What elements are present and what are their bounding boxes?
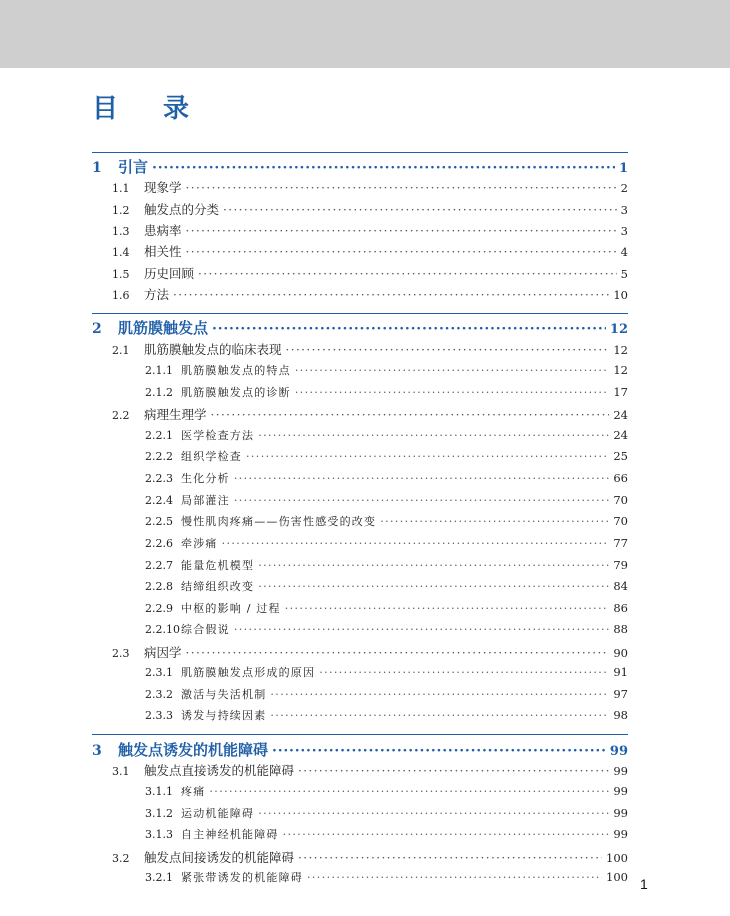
toc-subsection-2-2-8[interactable] bbox=[145, 578, 628, 594]
subsection-label: 医学检查方法 bbox=[181, 429, 255, 442]
chapter-number: 2 bbox=[92, 321, 102, 337]
toc-chapter-2[interactable] bbox=[92, 317, 628, 338]
toc-subsection-3-2-1[interactable] bbox=[145, 869, 628, 885]
toc-section-1-6[interactable] bbox=[112, 285, 628, 303]
page-ref: 12 bbox=[609, 322, 628, 337]
page-ref: 100 bbox=[606, 870, 628, 884]
section-number: 3.2 bbox=[112, 852, 130, 865]
page-ref: 98 bbox=[613, 708, 628, 722]
subsection-number: 2.3.2 bbox=[145, 688, 173, 701]
dot-leader bbox=[295, 386, 610, 399]
subsection-number: 2.2.6 bbox=[145, 537, 173, 550]
subsection-label: 牵涉痛 bbox=[181, 537, 218, 550]
subsection-label: 肌筋膜触发点的特点 bbox=[181, 364, 291, 377]
toc-subsection-2-1-1[interactable] bbox=[145, 362, 628, 378]
dot-leader bbox=[270, 688, 609, 701]
subsection-number: 2.3.3 bbox=[145, 709, 173, 722]
subsection-number: 2.2.8 bbox=[145, 580, 173, 593]
subsection-number: 3.1.3 bbox=[145, 828, 173, 841]
dot-leader bbox=[212, 321, 606, 337]
subsection-number: 2.2.9 bbox=[145, 602, 173, 615]
subsection-label: 生化分析 bbox=[181, 472, 230, 485]
toc-chapter-3[interactable] bbox=[92, 739, 628, 760]
subsection-number: 2.1.1 bbox=[145, 364, 173, 377]
toc-subsection-2-2-9[interactable] bbox=[145, 600, 628, 616]
dot-leader bbox=[234, 472, 610, 485]
section-label: 触发点直接诱发的机能障碍 bbox=[144, 763, 295, 778]
toc-subsection-3-1-3[interactable] bbox=[145, 826, 628, 842]
subsection-number: 2.1.2 bbox=[145, 386, 173, 399]
page-ref: 86 bbox=[613, 601, 628, 615]
chapter-rule bbox=[92, 734, 628, 735]
page-ref: 66 bbox=[613, 471, 628, 485]
dot-leader bbox=[173, 288, 609, 302]
subsection-label: 局部灌注 bbox=[181, 494, 230, 507]
page-ref: 99 bbox=[613, 764, 628, 778]
dot-leader bbox=[298, 851, 602, 865]
dot-leader bbox=[186, 181, 617, 195]
dot-leader bbox=[283, 828, 610, 841]
chapter-label: 触发点诱发的机能障碍 bbox=[118, 741, 269, 759]
section-number: 1.4 bbox=[112, 246, 130, 259]
subsection-number: 2.2.5 bbox=[145, 515, 173, 528]
page-ref: 88 bbox=[613, 622, 628, 636]
dot-leader bbox=[211, 408, 610, 422]
page-ref: 99 bbox=[613, 784, 628, 798]
dot-leader bbox=[234, 494, 610, 507]
subsection-label: 中枢的影响 / 过程 bbox=[181, 602, 281, 615]
dot-leader bbox=[307, 871, 602, 884]
section-number: 2.1 bbox=[112, 344, 130, 357]
subsection-number: 2.2.2 bbox=[145, 450, 173, 463]
section-number: 1.1 bbox=[112, 182, 130, 195]
section-label: 患病率 bbox=[144, 223, 182, 238]
subsection-label: 综合假说 bbox=[181, 623, 230, 636]
toc-subsection-3-1-2[interactable] bbox=[145, 805, 628, 821]
subsection-number: 2.2.1 bbox=[145, 429, 173, 442]
page-ref: 97 bbox=[613, 687, 628, 701]
toc-subsection-2-2-4[interactable] bbox=[145, 492, 628, 508]
subsection-number: 2.2.7 bbox=[145, 559, 173, 572]
toc-subsection-2-2-10[interactable] bbox=[145, 621, 628, 637]
page-ref: 24 bbox=[613, 408, 628, 422]
chapter-number: 1 bbox=[92, 160, 102, 176]
subsection-label: 激活与失活机制 bbox=[181, 688, 267, 701]
toc-section-1-4[interactable] bbox=[112, 242, 628, 260]
dot-leader bbox=[186, 245, 617, 259]
section-label: 触发点的分类 bbox=[144, 202, 220, 217]
toc-section-1-5[interactable] bbox=[112, 264, 628, 282]
dot-leader bbox=[380, 515, 609, 528]
page-ref: 100 bbox=[606, 851, 628, 865]
subsection-number: 2.3.1 bbox=[145, 666, 173, 679]
toc-section-3-2[interactable] bbox=[112, 848, 628, 866]
subsection-number: 3.1.2 bbox=[145, 807, 173, 820]
page-ref: 24 bbox=[613, 428, 628, 442]
page-ref: 77 bbox=[613, 536, 628, 550]
dot-leader bbox=[258, 559, 609, 572]
toc-subsection-2-3-3[interactable] bbox=[145, 707, 628, 723]
toc-section-2-3[interactable] bbox=[112, 643, 628, 661]
subsection-label: 慢性肌肉疼痛——伤害性感受的改变 bbox=[181, 515, 377, 528]
page-ref: 2 bbox=[620, 181, 628, 195]
dot-leader bbox=[152, 160, 615, 176]
page-ref: 99 bbox=[613, 806, 628, 820]
toc-section-1-1[interactable] bbox=[112, 178, 628, 196]
toc-subsection-2-3-1[interactable] bbox=[145, 664, 628, 680]
subsection-label: 肌筋膜触发点的诊断 bbox=[181, 386, 291, 399]
toc-subsection-2-2-6[interactable] bbox=[145, 535, 628, 551]
section-number: 1.3 bbox=[112, 225, 130, 238]
toc-section-2-2[interactable] bbox=[112, 405, 628, 423]
subsection-label: 疼痛 bbox=[181, 785, 206, 798]
chapter-label: 肌筋膜触发点 bbox=[118, 319, 209, 337]
page-ref: 4 bbox=[620, 245, 628, 259]
subsection-label: 自主神经机能障碍 bbox=[181, 828, 279, 841]
dot-leader bbox=[285, 602, 610, 615]
toc-subsection-2-2-5[interactable] bbox=[145, 513, 628, 529]
toc-chapter-1[interactable] bbox=[92, 156, 628, 177]
page-ref: 99 bbox=[613, 827, 628, 841]
page-ref: 70 bbox=[613, 493, 628, 507]
toc-subsection-2-2-7[interactable] bbox=[145, 557, 628, 573]
toc-section-1-3[interactable] bbox=[112, 221, 628, 239]
subsection-label: 结缔组织改变 bbox=[181, 580, 255, 593]
page-ref: 99 bbox=[609, 744, 628, 759]
subsection-label: 诱发与持续因素 bbox=[181, 709, 267, 722]
subsection-number: 2.2.10 bbox=[145, 623, 180, 636]
subsection-label: 肌筋膜触发点形成的原因 bbox=[181, 666, 316, 679]
section-number: 1.2 bbox=[112, 204, 130, 217]
page-ref: 3 bbox=[620, 224, 628, 238]
chapter-rule bbox=[92, 313, 628, 314]
subsection-number: 3.1.1 bbox=[145, 785, 173, 798]
toc-title: 目 录 bbox=[92, 94, 208, 124]
section-number: 1.5 bbox=[112, 268, 130, 281]
page-ref: 79 bbox=[613, 558, 628, 572]
toc-section-1-2[interactable] bbox=[112, 200, 628, 218]
section-label: 病理生理学 bbox=[144, 407, 207, 422]
dot-leader bbox=[319, 666, 609, 679]
section-label: 相关性 bbox=[144, 244, 182, 259]
section-number: 1.6 bbox=[112, 289, 130, 302]
toc-section-2-1[interactable] bbox=[112, 340, 628, 358]
page-ref: 3 bbox=[620, 203, 628, 217]
subsection-number: 3.2.1 bbox=[145, 871, 173, 884]
section-label: 现象学 bbox=[144, 180, 182, 195]
page-ref: 70 bbox=[613, 514, 628, 528]
dot-leader bbox=[246, 450, 609, 463]
dot-leader bbox=[295, 364, 610, 377]
dot-leader bbox=[270, 709, 609, 722]
page-ref: 90 bbox=[613, 646, 628, 660]
toc-subsection-2-3-2[interactable] bbox=[145, 686, 628, 702]
toc-section-3-1[interactable] bbox=[112, 761, 628, 779]
dot-leader bbox=[286, 343, 610, 357]
dot-leader bbox=[223, 203, 617, 217]
subsection-label: 运动机能障碍 bbox=[181, 807, 255, 820]
dot-leader bbox=[186, 646, 610, 660]
chapter-number: 3 bbox=[92, 743, 102, 759]
toc-subsection-3-1-1[interactable] bbox=[145, 783, 628, 799]
subsection-label: 能量危机模型 bbox=[181, 559, 255, 572]
subsection-number: 2.2.4 bbox=[145, 494, 173, 507]
section-label: 肌筋膜触发点的临床表现 bbox=[144, 342, 282, 357]
page-ref: 25 bbox=[613, 449, 628, 463]
page-ref: 91 bbox=[613, 665, 628, 679]
page-ref: 12 bbox=[613, 343, 628, 357]
page-ref: 17 bbox=[613, 385, 628, 399]
section-number: 2.3 bbox=[112, 647, 130, 660]
toc-subsection-2-2-2[interactable] bbox=[145, 448, 628, 464]
section-label: 历史回顾 bbox=[144, 266, 195, 281]
section-label: 病因学 bbox=[144, 645, 182, 660]
dot-leader bbox=[272, 743, 606, 759]
section-number: 2.2 bbox=[112, 409, 130, 422]
dot-leader bbox=[298, 764, 609, 778]
subsection-label: 组织学检查 bbox=[181, 450, 242, 463]
dot-leader bbox=[186, 224, 617, 238]
subsection-label: 紧张带诱发的机能障碍 bbox=[181, 871, 303, 884]
toc-subsection-2-2-1[interactable] bbox=[145, 427, 628, 443]
section-number: 3.1 bbox=[112, 765, 130, 778]
chapter-label: 引言 bbox=[118, 158, 149, 176]
page-ref: 12 bbox=[613, 363, 628, 377]
dot-leader bbox=[258, 580, 609, 593]
page-ref: 10 bbox=[613, 288, 628, 302]
dot-leader bbox=[198, 267, 617, 281]
dot-leader bbox=[209, 785, 609, 798]
page-ref: 5 bbox=[620, 267, 628, 281]
chapter-rule bbox=[92, 152, 628, 153]
page-number: 1 bbox=[640, 876, 648, 892]
dot-leader bbox=[258, 429, 609, 442]
page-ref: 84 bbox=[613, 579, 628, 593]
dot-leader bbox=[222, 537, 610, 550]
section-label: 方法 bbox=[144, 287, 170, 302]
dot-leader bbox=[258, 807, 609, 820]
toc-subsection-2-1-2[interactable] bbox=[145, 384, 628, 400]
dot-leader bbox=[234, 623, 610, 636]
page-ref: 1 bbox=[618, 161, 628, 176]
section-label: 触发点间接诱发的机能障碍 bbox=[144, 850, 295, 865]
toc-subsection-2-2-3[interactable] bbox=[145, 470, 628, 486]
subsection-number: 2.2.3 bbox=[145, 472, 173, 485]
